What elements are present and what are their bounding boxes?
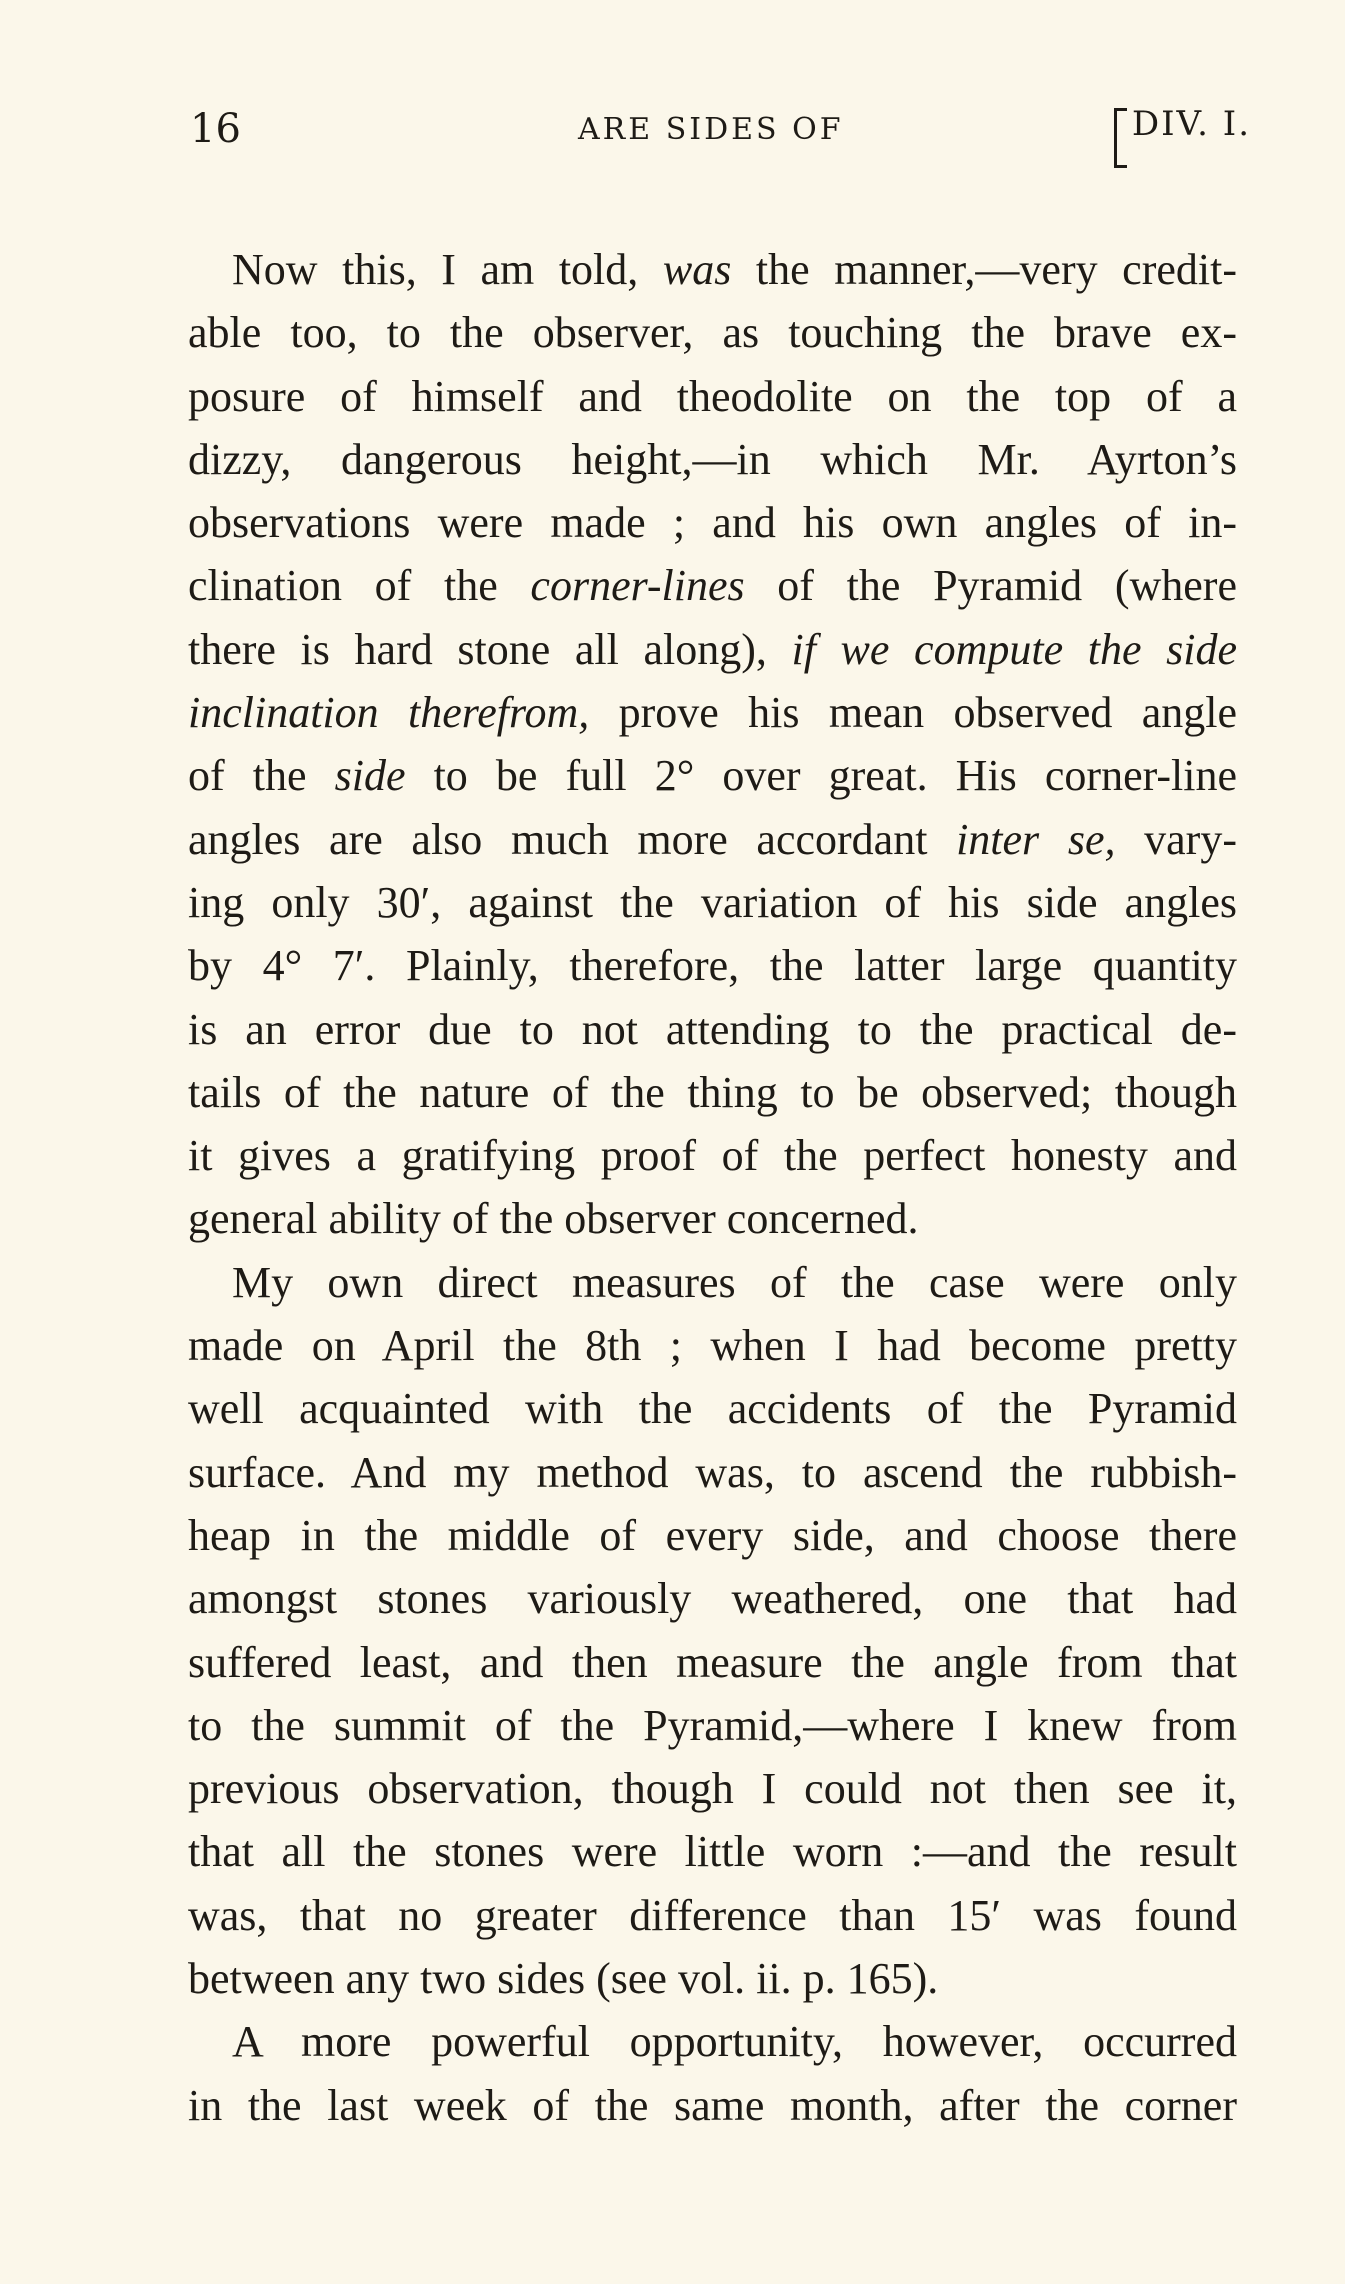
text-run: of the [188,751,335,801]
italic-text: corner-lines [530,561,745,611]
text-run: posure of himself and theodolite on the top of a [188,371,1237,421]
text-run: to the summit of the Pyramid,—where I knew from [188,1700,1237,1750]
paragraph [188,1251,1237,2011]
text-run: previous observation, though I could not then see it, [188,1764,1237,1814]
text-run: amongst stones variously weathered, one that had [188,1574,1237,1624]
text-run: tails of the nature of the thing to be observed; though [188,1067,1237,1117]
text-run: between any two sides (see vol. ii. p. 165). [188,1954,939,2004]
text-run: vary- [1115,814,1237,864]
italic-text: inter se, [956,814,1116,864]
text-line [188,934,1237,997]
italic-text: inclination therefrom, [188,688,590,738]
text-run: able too, to the observer, as touching the brave ex- [188,308,1237,358]
text-line [188,1884,1237,1947]
text-run: observations were made ; and his own angles of in- [188,498,1237,548]
text-line [188,1947,1237,2010]
running-title: ARE SIDES OF [578,112,844,147]
text-line [188,618,1237,681]
text-run: A more powerful opportunity, however, occurred [232,2017,1237,2067]
division-marker: DIV. I. [1112,104,1251,144]
paragraph [188,238,1237,1251]
text-run: that all the stones were little worn :—and the result [188,1827,1237,1877]
body-text [188,238,1237,2137]
text-run: is an error due to not attending to the practical de- [188,1004,1237,1054]
italic-text: if we compute the side [791,624,1237,674]
text-run: surface. And my method was, to ascend the rubbish- [188,1447,1237,1497]
text-line [188,1820,1237,1883]
text-run: was, that no greater difference than 15′ was found [188,1890,1237,1940]
text-run: well acquainted with the accidents of the Pyramid [188,1384,1237,1434]
text-run: general ability of the observer concerned. [188,1194,919,1244]
text-line [188,1694,1237,1757]
text-line [188,428,1237,491]
text-line [188,998,1237,1061]
text-line [188,1757,1237,1820]
text-run: by 4° 7′. Plainly, therefore, the latter large quantity [188,941,1237,991]
text-line [188,744,1237,807]
text-line [188,1567,1237,1630]
text-run: made on April the 8th ; when I had become pretty [188,1321,1237,1371]
italic-text: side [334,751,406,801]
text-run: Now this, I am told, [232,245,663,294]
text-run: in the last week of the same month, after the corner [188,2080,1237,2130]
text-line [188,365,1237,428]
text-line [188,1441,1237,1504]
text-line [188,238,1237,301]
text-line [188,301,1237,364]
italic-text: was [662,245,732,294]
text-run: the manner,—very credit- [731,245,1237,294]
text-run: heap in the middle of every side, and choose there [188,1510,1237,1560]
text-line [188,1631,1237,1694]
text-line [188,681,1237,744]
text-line [188,1187,1237,1250]
text-run: angles are also much more accordant [188,814,957,864]
text-line [188,491,1237,554]
text-run: ing only 30′, against the variation of his side angles [188,877,1237,927]
text-line [188,2074,1237,2137]
text-line [188,1504,1237,1567]
text-line [188,1061,1237,1124]
text-line [188,554,1237,617]
text-line [188,1124,1237,1187]
text-line [188,1314,1237,1377]
text-line [188,1251,1237,1314]
text-line [188,808,1237,871]
text-line [188,2010,1237,2073]
paragraph [188,2010,1237,2137]
text-line [188,1377,1237,1440]
text-run: suffered least, and then measure the angle from that [188,1637,1237,1687]
text-run: clination of the [188,561,531,611]
text-run: dizzy, dangerous height,—in which Mr. Ayrton’s [188,434,1237,484]
text-run: there is hard stone all along), [188,624,792,674]
text-run: of the Pyramid (where [744,561,1237,611]
text-run: prove his mean observed angle [589,688,1237,738]
text-run: it gives a gratifying proof of the perfect honesty and [188,1131,1237,1181]
page-number: 16 [190,106,241,152]
text-run: to be full 2° over great. His corner-line [405,751,1238,801]
text-run: My own direct measures of the case were only [232,1257,1237,1307]
running-head [188,100,1251,160]
text-line [188,871,1237,934]
